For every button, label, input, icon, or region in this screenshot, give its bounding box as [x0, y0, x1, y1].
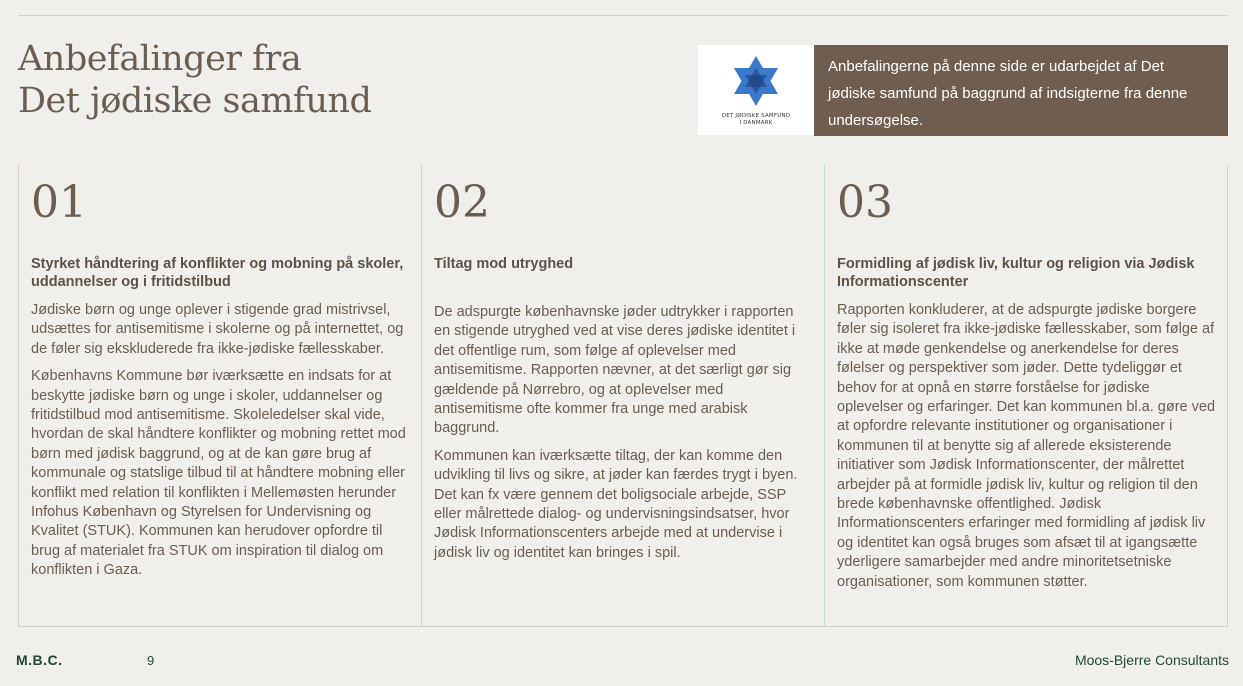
column-heading: Styrket håndtering af konflikter og mobning på skoler, uddannelser og i fritidstilbud [31, 256, 404, 290]
page-title-line-2: Det jødiske samfund [18, 81, 372, 121]
column-paragraph: Kommunen kan iværksætte tiltag, der kan komme den udvikling til livs og sikre, at jøder kan færdes trygt i byen. Det kan fx være gennem det boligsociale arbejde, SSP eller målrettede dialog- og undervisningsindsatser, hvor Jødisk Informationscenters arbejde med at undervise i jødisk liv og identitet kan bringes i spil. [434, 447, 798, 561]
logo-text-line-2: I DANMARK [739, 119, 773, 126]
star-of-david-icon [731, 54, 781, 108]
column-number: 03 [837, 177, 893, 228]
column-paragraph: Rapporten konkluderer, at de adspurgte jødiske borgere føler sig isoleret fra ikke-jødiske fællesskaber, som følge af ikke at møde genkendelse og anerkendelse for deres følelser og perspektiver som jøder. Dette tydeliggør et behov for at opnå en større forståelse for jødiske oplevelser og erfaringer. Det kan kommunen bl.a. gøre ved at opfordre relevante institutioner og organisationer i kommunen til at benytte sig af allerede eksisterende initiativer som Jødisk Informationscenter, der målrettet arbejder på at formidle jødisk liv, kultur og religion til den brede københavnske offentlighed. Jødisk Informationscenters erfaringer med formidling af jødisk liv og identitet kan også bruges som afsæt til at igangsætte yderligere samarbejder med andre minoritetsetniske organisationer, som kommunen støtter. [837, 302, 1216, 590]
column-number: 02 [434, 177, 490, 228]
recommendation-columns [18, 165, 1228, 627]
column-paragraph: Jødiske børn og unge oplever i stigende grad mistrivsel, udsættes for antisemitisme i skolerne og på internettet, og de føler sig ekskluderede fra ikke-jødiske fællesskaber. [31, 302, 404, 357]
column-heading: Tiltag mod utryghed [434, 256, 574, 272]
intro-box: Anbefalingerne på denne side er udarbejdet af Det jødiske samfund på baggrund af indsigterne fra denne undersøgelse. [814, 45, 1228, 136]
column-heading: Formidling af jødisk liv, kultur og religion via Jødisk Informationscenter [837, 256, 1195, 290]
recommendation-column-1 [18, 165, 421, 627]
page-number: 9 [147, 653, 155, 668]
logo [698, 45, 814, 135]
column-paragraph: De adspurgte københavnske jøder udtrykker i rapporten en stigende utryghed ved at vise deres jødiske identitet i det offentlige rum, som følge af oplevelser med antisemitisme. Rapporten nævner, at det særligt gør sig gældende på Nørrebro, og at oplevelser med antisemitisme ofte kommer fra unge med arabisk baggrund. [434, 304, 796, 437]
recommendation-column-3 [824, 165, 1228, 627]
column-paragraph: Københavns Kommune bør iværksætte en indsats for at beskytte jødiske børn og unge i skoler, uddannelser og fritidstilbud mod antisemitisme. Skoleledelser skal vide, hvordan de skal håndtere konflikter og mobning rettet mod børn med jødisk baggrund, og at de kan gøre brug af kommunale og statslige tilbud til at håndtere mobning eller konflikt med relation til konflikten i Mellemøsten herunder Infohus København og Styrelsen for Undervisning og Kvalitet (STUK). Kommunen kan herudover opfordre til brug af materialet fra STUK om inspiration til dialog om konflikten i Gaza. [31, 368, 406, 579]
logo-text-line-1: DET JØDISKE SAMFUND [721, 113, 791, 119]
footer-brand-short: M.B.C. [16, 652, 63, 668]
footer-brand-full: Moos-Bjerre Consultants [1074, 652, 1229, 668]
column-number: 01 [31, 177, 87, 228]
page-title-line-1: Anbefalinger fra [18, 39, 302, 79]
logo-text [698, 113, 814, 126]
recommendation-column-2 [421, 165, 824, 627]
page-title [18, 38, 371, 122]
top-divider [18, 15, 1228, 16]
